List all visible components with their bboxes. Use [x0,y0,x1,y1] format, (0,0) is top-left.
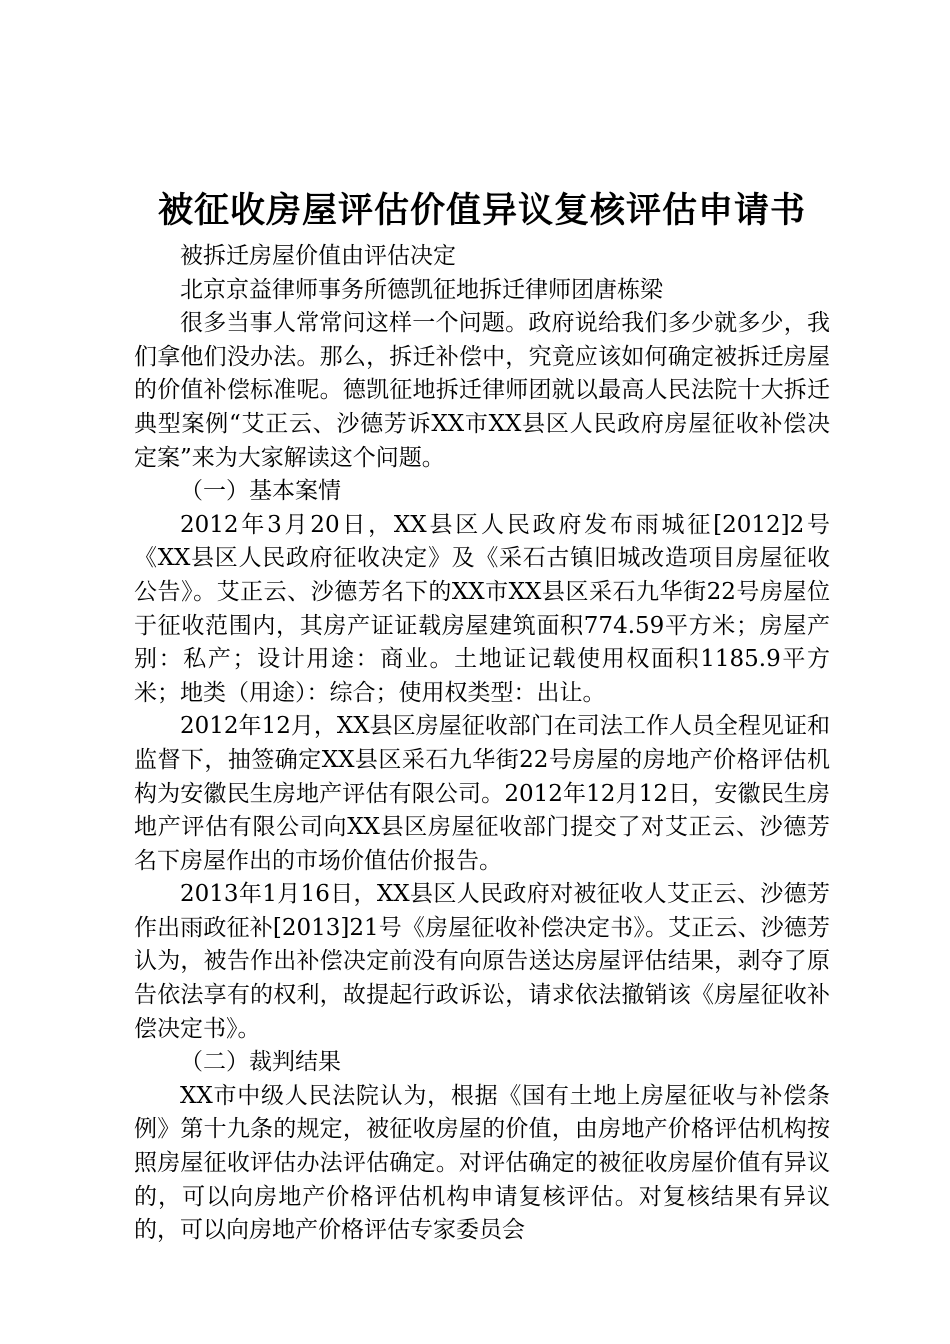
body-paragraph: XX市中级人民法院认为，根据《国有土地上房屋征收与补偿条例》第十九条的规定，被征收房屋的价值，由房地产价格评估机构按照房屋征收评估办法评估确定。对评估确定的被征收房屋价值有异议的，可以向房地产价格评估机构申请复核评估。对复核结果有异议的，可以向房地产价格评估专家委员会 [134,1082,830,1244]
section-heading-judgment: （二）裁判结果 [180,1049,341,1076]
section-heading-basic-facts: （一）基本案情 [180,478,341,505]
body-paragraph: 2012年3月20日，XX县区人民政府发布雨城征[2012]2号《XX县区人民政府征收决定》及《采石古镇旧城改造项目房屋征收公告》。艾正云、沙德芳名下的XX市XX县区采石九华街22号房屋位于征收范围内，其房产证证载房屋建筑面积774.59平方米；房屋产别：私产；设计用途：商业。土地证记载使用权面积1185.9平方米；地类（用途）：综合；使用权类型：出让。 [134,511,830,706]
intro-paragraph: 很多当事人常常问这样一个问题。政府说给我们多少就多少，我们拿他们没办法。那么，拆迁补偿中，究竟应该如何确定被拆迁房屋的价值补偿标准呢。德凯征地拆迁律师团就以最高人民法院十大拆迁典型案例“艾正云、沙德芳诉XX市XX县区人民政府房屋征收补偿决定案”来为大家解读这个问题。 [134,310,830,471]
document-title: 被征收房屋评估价值异议复核评估申请书 [157,191,806,231]
author-paragraph: 北京京益律师事务所德凯征地拆迁律师团唐栋梁 [180,276,663,303]
body-paragraph: 2012年12月，XX县区房屋征收部门在司法工作人员全程见证和监督下，抽签确定XX县区采石九华街22号房屋的房地产价格评估机构为安徽民生房地产评估有限公司。2012年12月12日，安徽民生房地产评估有限公司向XX县区房屋征收部门提交了对艾正云、沙德芳名下房屋作出的市场价值估价报告。 [134,713,830,874]
body-paragraph: 2013年1月16日，XX县区人民政府对被征收人艾正云、沙德芳作出雨政征补[2013]21号《房屋征收补偿决定书》。艾正云、沙德芳认为，被告作出补偿决定前没有向原告送达房屋评估结果，剥夺了原告依法享有的权利，故提起行政诉讼，请求依法撤销该《房屋征收补偿决定书》。 [134,881,830,1042]
document-page [134,186,830,1248]
subtitle-paragraph: 被拆迁房屋价值由评估决定 [180,243,456,269]
